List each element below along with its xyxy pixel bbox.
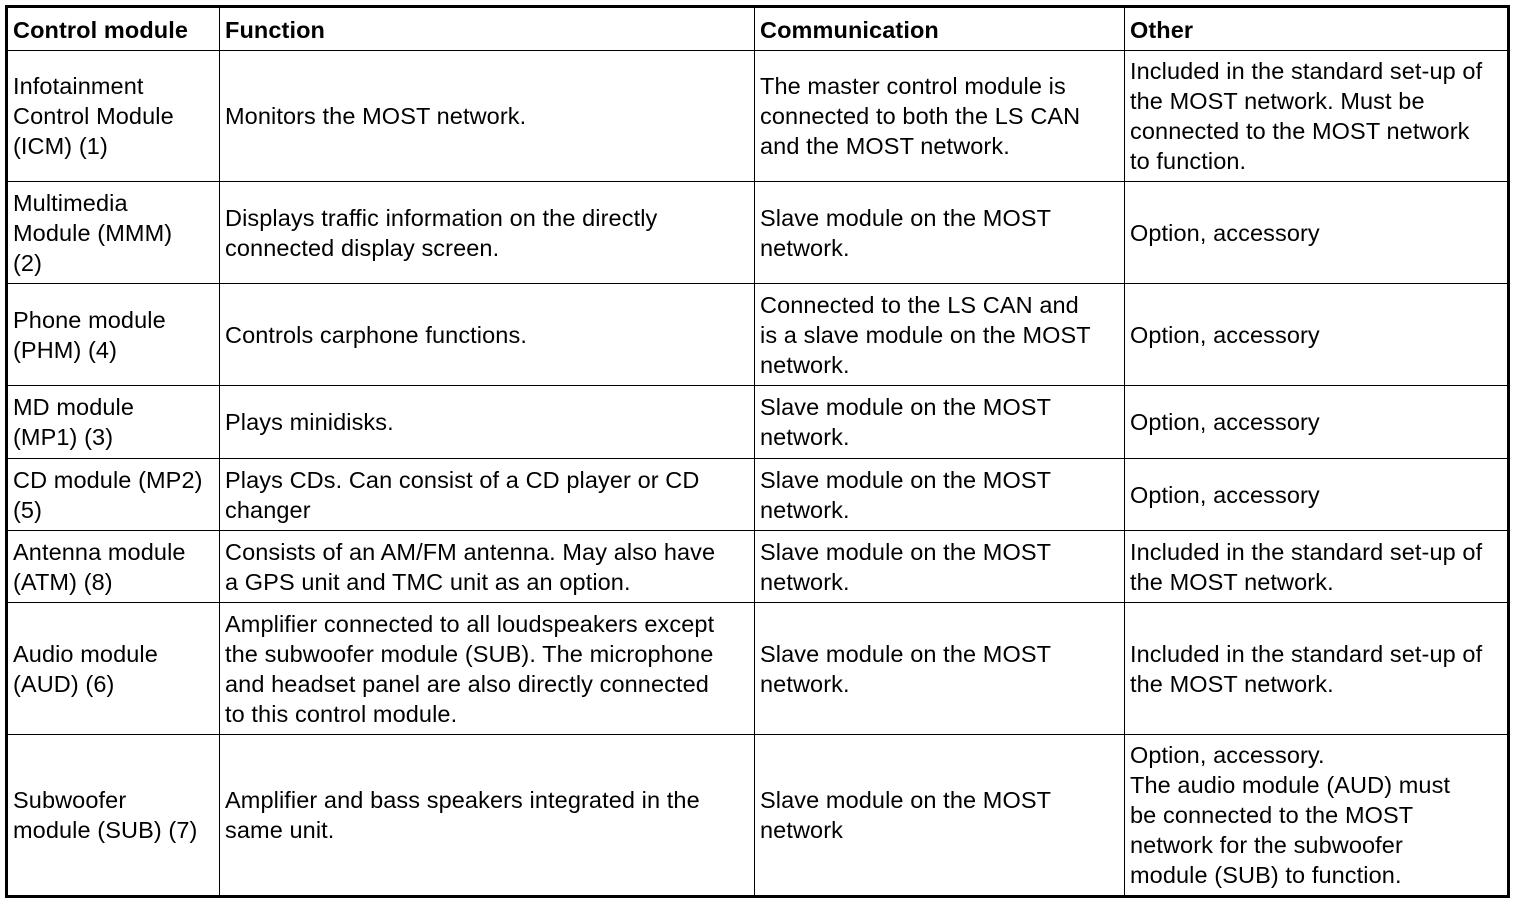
cell-module: Subwoofer module (SUB) (7) <box>7 735 220 897</box>
table-row <box>7 51 1509 182</box>
control-module-table <box>5 5 1510 898</box>
table-row <box>7 284 1509 386</box>
cell-function: Amplifier and bass speakers integrated in the same unit. <box>220 735 755 897</box>
table-row <box>7 735 1509 897</box>
table-row <box>7 182 1509 284</box>
cell-communication: Slave module on the MOST network. <box>755 531 1125 603</box>
cell-function: Monitors the MOST network. <box>220 51 755 182</box>
cell-function: Plays CDs. Can consist of a CD player or CD changer <box>220 459 755 531</box>
cell-function: Plays minidisks. <box>220 386 755 459</box>
cell-communication: Slave module on the MOST network. <box>755 459 1125 531</box>
cell-function: Amplifier connected to all loudspeakers except the subwoofer module (SUB). The microphone and headset panel are also directly connected to this control module. <box>220 603 755 735</box>
table-row <box>7 531 1509 603</box>
header-control-module: Control module <box>7 7 220 51</box>
cell-function: Consists of an AM/FM antenna. May also have a GPS unit and TMC unit as an option. <box>220 531 755 603</box>
table-row <box>7 386 1509 459</box>
cell-communication: Slave module on the MOST network. <box>755 386 1125 459</box>
cell-other: Option, accessory. The audio module (AUD) must be connected to the MOST network for the subwoofer module (SUB) to function. <box>1125 735 1509 897</box>
cell-module: MD module (MP1) (3) <box>7 386 220 459</box>
header-other: Other <box>1125 7 1509 51</box>
cell-other: Option, accessory <box>1125 459 1509 531</box>
header-row <box>7 7 1509 51</box>
cell-function: Displays traffic information on the directly connected display screen. <box>220 182 755 284</box>
cell-other: Included in the standard set-up of the MOST network. Must be connected to the MOST network to function. <box>1125 51 1509 182</box>
header-function: Function <box>220 7 755 51</box>
cell-other: Included in the standard set-up of the MOST network. <box>1125 603 1509 735</box>
cell-communication: Slave module on the MOST network <box>755 735 1125 897</box>
table-row <box>7 459 1509 531</box>
cell-communication: Connected to the LS CAN and is a slave module on the MOST network. <box>755 284 1125 386</box>
cell-module: CD module (MP2) (5) <box>7 459 220 531</box>
cell-module: Infotainment Control Module (ICM) (1) <box>7 51 220 182</box>
cell-module: Antenna module (ATM) (8) <box>7 531 220 603</box>
cell-module: Phone module (PHM) (4) <box>7 284 220 386</box>
cell-other: Option, accessory <box>1125 182 1509 284</box>
cell-module: Audio module (AUD) (6) <box>7 603 220 735</box>
cell-communication: Slave module on the MOST network. <box>755 182 1125 284</box>
table-row <box>7 603 1509 735</box>
header-communication: Communication <box>755 7 1125 51</box>
cell-other: Option, accessory <box>1125 386 1509 459</box>
cell-function: Controls carphone functions. <box>220 284 755 386</box>
cell-communication: The master control module is connected to both the LS CAN and the MOST network. <box>755 51 1125 182</box>
cell-other: Included in the standard set-up of the MOST network. <box>1125 531 1509 603</box>
cell-module: Multimedia Module (MMM) (2) <box>7 182 220 284</box>
cell-other: Option, accessory <box>1125 284 1509 386</box>
cell-communication: Slave module on the MOST network. <box>755 603 1125 735</box>
